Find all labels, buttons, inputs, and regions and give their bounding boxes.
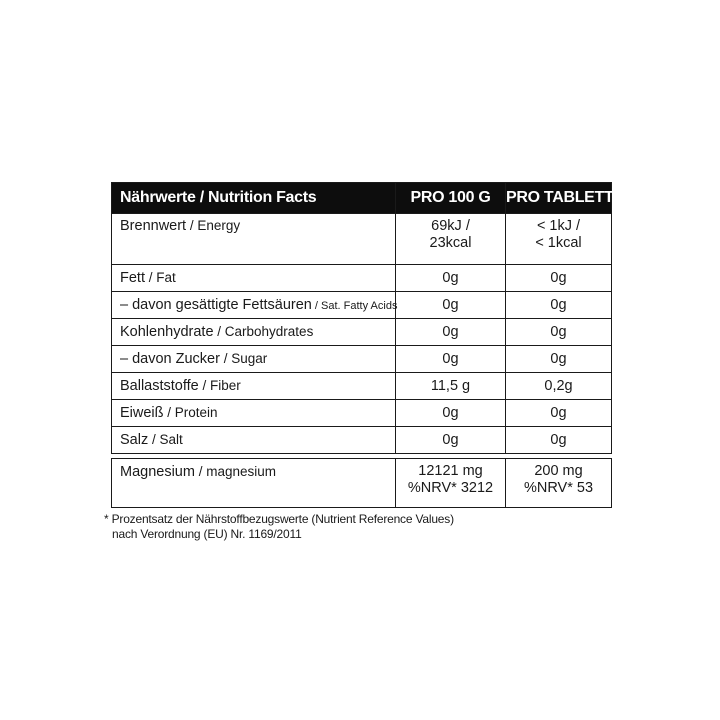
value-per-100g: [396, 214, 506, 265]
table-row-carbohydrates: [112, 319, 612, 346]
value-kcal: 23kcal: [429, 235, 472, 251]
header-nutrition-facts: Nährwerte / Nutrition Facts: [112, 183, 396, 214]
row-label-en: / Sugar: [219, 351, 268, 366]
table-row-salt: [112, 427, 612, 454]
value-per-100g: 0g: [396, 265, 506, 292]
row-label: [112, 400, 396, 427]
table-row-fiber: [112, 373, 612, 400]
value-per-100g: 0g: [396, 319, 506, 346]
value-per-tablet: [506, 214, 612, 265]
table-row-magnesium: [112, 459, 612, 508]
table-row-saturated-fat: [112, 292, 612, 319]
row-label: [112, 265, 396, 292]
row-label-de: Fett: [120, 270, 145, 286]
value-per-tablet: [506, 459, 612, 508]
row-label-en: / Protein: [163, 405, 218, 420]
value-per-100g: 0g: [396, 292, 506, 319]
value-nrv: %NRV* 53: [523, 480, 594, 496]
row-label: [112, 459, 396, 508]
value-amount: 200 mg: [534, 463, 583, 479]
value-amount: 12121 mg: [418, 463, 483, 479]
row-label-en: / magnesium: [194, 464, 276, 479]
value-per-tablet: 0g: [506, 427, 612, 454]
table-row-protein: [112, 400, 612, 427]
value-per-100g: 0g: [396, 427, 506, 454]
row-label-en: / Energy: [186, 218, 241, 233]
value-kj: 69kJ /: [431, 218, 470, 234]
row-label: [112, 214, 396, 265]
value-kcal: < 1kcal: [535, 235, 582, 251]
row-label-de: – davon Zucker: [120, 351, 220, 367]
row-label-de: Salz: [120, 432, 149, 448]
footnote-line-2: nach Verordnung (EU) Nr. 1169/2011: [112, 527, 302, 541]
footnote: [104, 512, 454, 542]
row-label-de: – davon gesättigte Fettsäuren: [120, 297, 312, 313]
value-per-100g: [396, 459, 506, 508]
table-row-sugar: [112, 346, 612, 373]
row-label-en: / Salt: [148, 432, 183, 447]
value-per-100g: 0g: [396, 400, 506, 427]
row-label: [112, 292, 396, 319]
row-label-de: Brennwert: [120, 218, 187, 234]
row-label-de: Ballaststoffe: [120, 378, 199, 394]
row-label: [112, 346, 396, 373]
row-label: [112, 319, 396, 346]
footnote-line-1: * Prozentsatz der Nährstoffbezugswerte (Nutrient Reference Values): [104, 512, 454, 526]
value-per-tablet: 0g: [506, 346, 612, 373]
value-per-tablet: 0g: [506, 292, 612, 319]
header-per-100g: PRO 100 G: [396, 183, 506, 214]
table-row-fat: [112, 265, 612, 292]
table-row-energy: [112, 214, 612, 265]
row-label: [112, 427, 396, 454]
value-per-tablet: 0,2g: [506, 373, 612, 400]
table-header-row: [112, 183, 612, 214]
row-label-en: / Fiber: [198, 378, 241, 393]
header-per-tablet: PRO TABLETTE: [506, 183, 612, 214]
value-nrv: %NRV* 3212: [407, 480, 494, 496]
value-kj: < 1kJ /: [536, 218, 581, 234]
value-per-100g: 11,5 g: [396, 373, 506, 400]
row-label-en: / Carbohydrates: [213, 324, 314, 339]
row-label-en: / Sat. Fatty Acids: [311, 300, 398, 312]
row-label-de: Kohlenhydrate: [120, 324, 214, 340]
value-per-tablet: 0g: [506, 400, 612, 427]
value-per-100g: 0g: [396, 346, 506, 373]
row-label-en: / Fat: [144, 270, 176, 285]
nutrition-table: [111, 182, 624, 454]
mineral-table: [111, 458, 612, 508]
row-label: [112, 373, 396, 400]
value-per-tablet: 0g: [506, 319, 612, 346]
row-label-de: Magnesium: [120, 464, 195, 480]
value-per-tablet: 0g: [506, 265, 612, 292]
row-label-de: Eiweiß: [120, 405, 164, 421]
